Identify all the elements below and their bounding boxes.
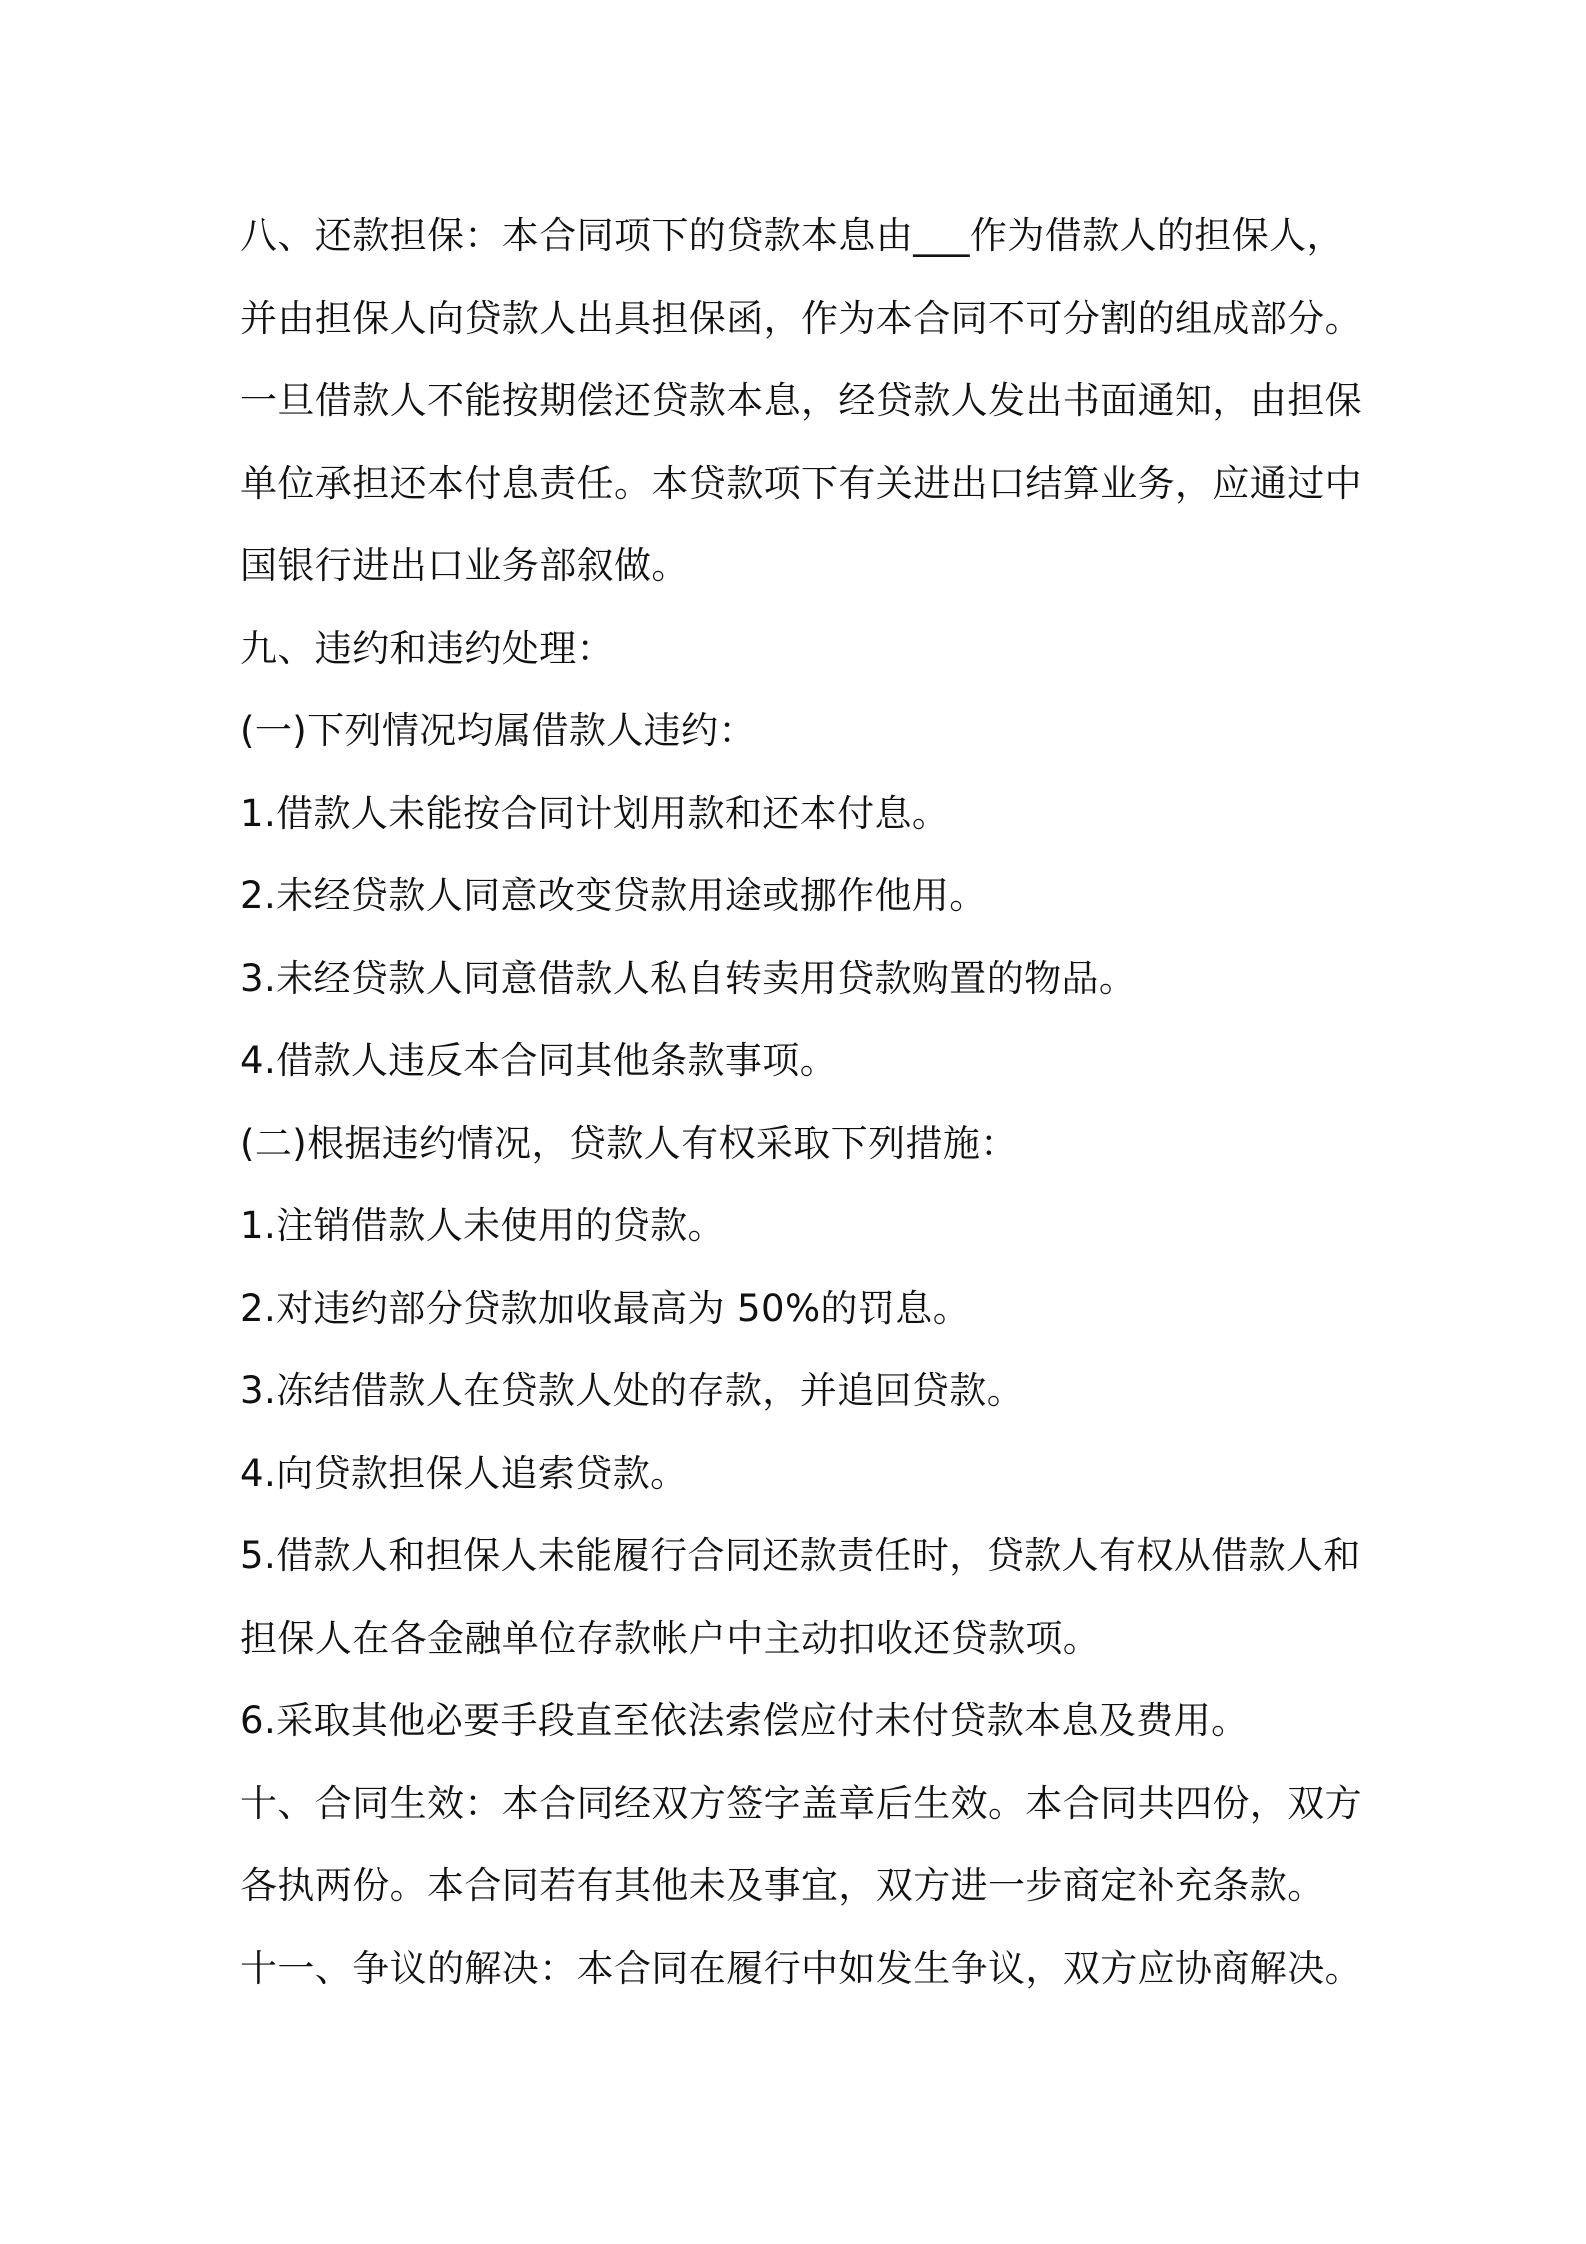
clause-9-heading: 九、违约和违约处理： <box>240 626 614 670</box>
clause-9-1-item-3: 3.未经贷款人同意借款人私自转卖用贷款购置的物品。 <box>240 956 1137 1000</box>
clause-9-1-item-1: 1.借款人未能按合同计划用款和还本付息。 <box>240 791 950 835</box>
clause-9-2-item-1: 1.注销借款人未使用的贷款。 <box>240 1204 725 1247</box>
clause-9-1-heading: (一)下列情况均属借款人违约： <box>240 709 756 752</box>
clause-8-repayment-guarantee: 八、还款担保：本合同项下的贷款本息由___作为借款人的担保人，并由担保人向贷款人出具担保函，作为本合同不可分割的组成部分。一旦借款人不能按期偿还贷款本息，经贷款人发出书面通知，由担保单位承担还本付息责任。本贷款项下有关进出口结算业务，应通过中国银行进出口业务部叙做。 <box>240 214 1362 587</box>
clause-9-2-item-3: 3.冻结借款人在贷款人处的存款，并追回贷款。 <box>240 1369 1025 1412</box>
clause-11-dispute-resolution: 十一、争议的解决：本合同在履行中如发生争议，双方应协商解决。 <box>240 1946 1362 1990</box>
clause-9-2-heading: (二)根据违约情况，贷款人有权采取下列措施： <box>240 1121 1018 1165</box>
document-body <box>240 195 1365 2010</box>
clause-9-1-item-2: 2.未经贷款人同意改变贷款用途或挪作他用。 <box>240 874 987 917</box>
clause-9-2-item-4: 4.向贷款担保人追索贷款。 <box>240 1451 688 1495</box>
clause-9-2-item-6: 6.采取其他必要手段直至依法索偿应付未付贷款本息及费用。 <box>240 1699 1249 1742</box>
clause-9-2-item-5: 5.借款人和担保人未能履行合同还款责任时，贷款人有权从借款人和担保人在各金融单位存款帐户中主动扣收还贷款项。 <box>240 1534 1361 1660</box>
clause-9-1-item-4: 4.借款人违反本合同其他条款事项。 <box>240 1039 838 1082</box>
clause-10-effectiveness: 十、合同生效：本合同经双方签字盖章后生效。本合同共四份，双方各执两份。本合同若有其他未及事宜，双方进一步商定补充条款。 <box>240 1781 1362 1907</box>
clause-9-2-item-2: 2.对违约部分贷款加收最高为 50%的罚息。 <box>240 1286 971 1330</box>
